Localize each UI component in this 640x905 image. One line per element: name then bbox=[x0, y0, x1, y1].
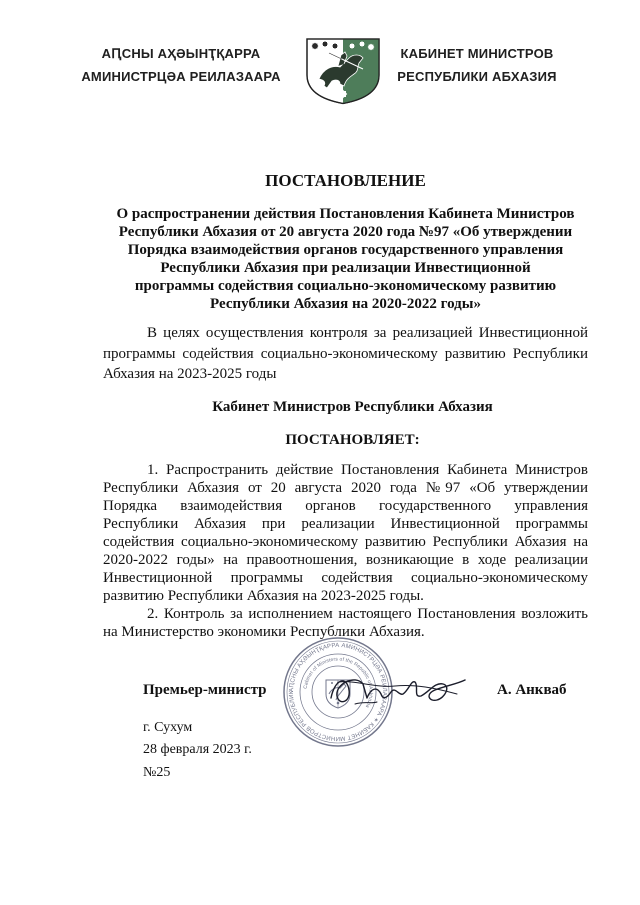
preamble-line: В целях осуществления контроля за реализацией Инвестиционной bbox=[147, 325, 588, 341]
item-2-line: 2. Контроль за исполнением настоящего Постановления возложить bbox=[147, 606, 588, 622]
header-left-abkhaz bbox=[61, 42, 301, 88]
subtitle-line: программы содействия социально-экономическому развитию bbox=[134, 278, 557, 294]
issuer-heading: Кабинет Министров Республики Абхазия bbox=[212, 399, 493, 415]
subtitle-line: Порядка взаимодействия органов государственного управления bbox=[127, 242, 564, 258]
header-right-line1: КАБИНЕТ МИНИСТРОВ bbox=[400, 46, 554, 61]
document-number: №25 bbox=[143, 765, 171, 780]
item-1-line: содействия социально-экономическому развитию Республики Абхазия на bbox=[103, 534, 588, 550]
signature-graphic bbox=[325, 668, 470, 713]
header-left-line1: АԤСНЫ АҲӘЫНҬҚАРРА bbox=[101, 46, 261, 61]
item-1-line: Инвестиционной программы содействия социально-экономическому bbox=[103, 570, 588, 586]
header-right-line2: РЕСПУБЛИКИ АБХАЗИЯ bbox=[397, 69, 557, 84]
header-right-russian bbox=[357, 42, 597, 88]
stamp-outer-text: АԤСНЫ АҲӘЫНҬҚАРРА АМИНИСТРЦӘА РЕИЛАЗААРА ✶ КАБИНЕТ МИНИСТРОВ РЕСПУБЛИК bbox=[288, 642, 388, 742]
resolves-heading: ПОСТАНОВЛЯЕТ: bbox=[285, 432, 420, 448]
item-1-line: Порядка взаимодействия органов государственного управления bbox=[103, 498, 588, 514]
preamble-paragraph bbox=[103, 323, 588, 385]
item-1-line: 1. Распространить действие Постановления Кабинета Министров bbox=[147, 462, 588, 478]
subtitle-line: Республики Абхазия на 2020-2022 годы» bbox=[210, 296, 481, 312]
document-date: 28 февраля 2023 г. bbox=[143, 742, 252, 757]
subtitle-line: Республики Абхазия при реализации Инвестиционной bbox=[160, 260, 531, 276]
signatory-position: Премьер-министр bbox=[143, 682, 267, 698]
item-1-line: 2020-2022 годы» на правоотношения, возникающие в ходе реализации bbox=[103, 552, 588, 568]
resolution-items bbox=[103, 461, 588, 641]
preamble-line: Абхазия на 2023-2025 годы bbox=[103, 366, 277, 382]
signatory-name: А. Анкваб bbox=[497, 682, 567, 698]
item-2-line: на Министерство экономики Республики Абхазия. bbox=[103, 624, 425, 640]
item-1-line: Республики Абхазия от 20 августа 2020 года №97 «Об утверждении bbox=[103, 480, 588, 496]
header-left-line2: АМИНИСТРЦӘА РЕИЛАЗААРА bbox=[81, 69, 281, 84]
document-title: ПОСТАНОВЛЕНИЕ bbox=[265, 171, 426, 190]
subtitle-line: О распространении действия Постановления Кабинета Министров bbox=[116, 206, 575, 222]
item-1-paragraph bbox=[103, 461, 588, 605]
preamble-line: программы содействия социально-экономическому развитию Республики bbox=[103, 345, 588, 362]
stamp-inner-text: Cabinet of Ministers of the Republic of Abkhazia bbox=[302, 656, 374, 709]
document-place: г. Сухум bbox=[143, 720, 193, 735]
item-1-line: Республики Абхазия при реализации Инвестиционной программы bbox=[103, 516, 588, 532]
subtitle-line: Республики Абхазия от 20 августа 2020 года №97 «Об утверждении bbox=[118, 224, 573, 240]
handwritten-signature bbox=[325, 668, 470, 713]
document-subtitle bbox=[103, 205, 588, 313]
item-1-line: развитию Республики Абхазия на 2023-2025 годы. bbox=[103, 588, 424, 604]
